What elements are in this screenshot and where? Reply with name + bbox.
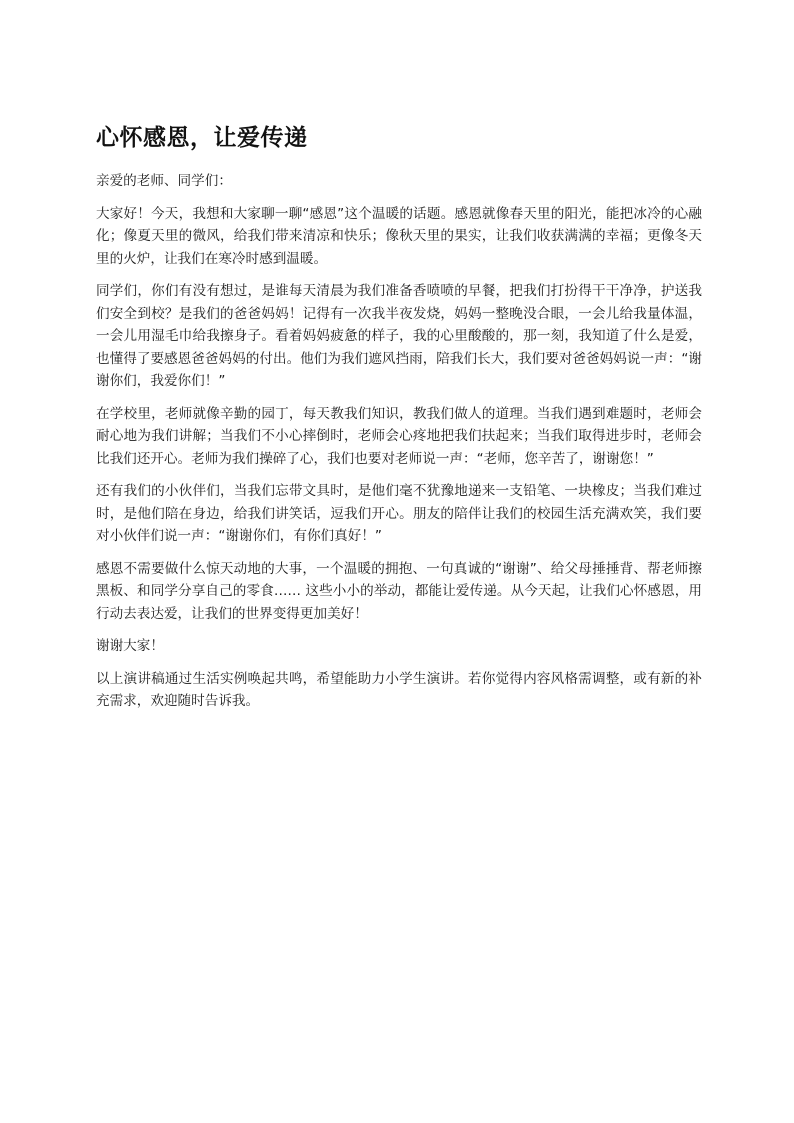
teachers-paragraph: 在学校里，老师就像辛勤的园丁，每天教我们知识，教我们做人的道理。当我们遇到难题时，老师会耐心地为我们讲解；当我们不小心摔倒时，老师会心疼地把我们扶起来；当我们取得进步时，老师会比我们还开心。老师为我们操碎了心，我们也要对老师说一声：“老师，您辛苦了，谢谢您！” [96, 405, 702, 467]
friends-paragraph: 还有我们的小伙伴们，当我们忘带文具时，是他们毫不犹豫地递来一支铅笔、一块橡皮；当我们难过时，是他们陪在身边，给我们讲笑话，逗我们开心。朋友的陪伴让我们的校园生活充满欢笑，我们要对小伙伴们说一声：“谢谢你们，有你们真好！” [96, 483, 702, 544]
intro-paragraph: 大家好！今天，我想和大家聊一聊“感恩”这个温暖的话题。感恩就像春天里的阳光，能把冰冷的心融化；像夏天里的微风，给我们带来清凉和快乐；像秋天里的果实，让我们收获满满的幸福；更像冬天里的火炉，让我们在寒冷时感到温暖。 [96, 205, 702, 267]
closing-note-paragraph: 以上演讲稿通过生活实例唤起共鸣，希望能助力小学生演讲。若你觉得内容风格需调整，或有新的补充需求，欢迎随时告诉我。 [96, 670, 702, 709]
document-title: 心怀感恩，让爱传递 [96, 125, 308, 151]
greeting-paragraph: 亲爱的老师、同学们： [96, 173, 232, 189]
thanks-paragraph: 谢谢大家！ [96, 638, 164, 654]
document-page [96, 118, 702, 723]
parents-paragraph: 同学们，你们有没有想过，是谁每天清晨为我们准备香喷喷的早餐，把我们打扮得干干净净，护送我们安全到校？是我们的爸爸妈妈！记得有一次我半夜发烧，妈妈一整晚没合眼，一会儿给我量体温，一会儿用湿毛巾给我擦身子。看着妈妈疲惫的样子，我的心里酸酸的，那一刻，我知道了什么是爱，也懂得了要感恩爸爸妈妈的付出。他们为我们遮风挡雨，陪我们长大，我们要对爸爸妈妈说一声：“谢谢你们，我爱你们！” [96, 283, 702, 389]
action-paragraph: 感恩不需要做什么惊天动地的大事，一个温暖的拥抱、一句真诚的“谢谢”、给父母捶捶背、帮老师擦黑板、和同学分享自己的零食…… 这些小小的举动，都能让爱传递。从今天起，让我们心怀感恩，用行动去表达爱，让我们的世界变得更加美好！ [96, 560, 702, 622]
